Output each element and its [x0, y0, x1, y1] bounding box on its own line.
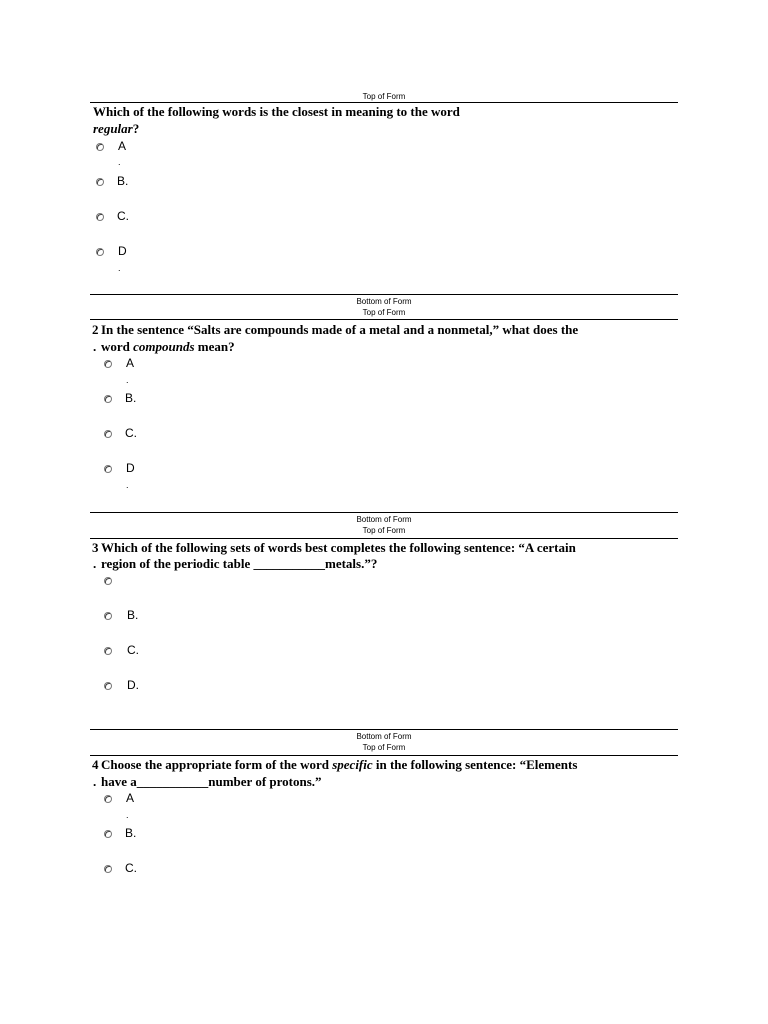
question-1-option-c-label: C.	[117, 209, 129, 223]
question-4-keyword: specific	[332, 757, 373, 772]
question-1-text-line1: Which of the following words is the closest in meaning to the word	[93, 104, 460, 119]
question-4-option-a-radio[interactable]	[104, 795, 112, 803]
question-3-number: 3	[92, 540, 99, 555]
question-4-number: 4	[92, 757, 99, 772]
question-2-number: 2	[92, 322, 99, 337]
question-3-option-c-radio[interactable]	[104, 647, 112, 655]
top-of-form-marker: Top of Form	[362, 92, 406, 101]
question-3-text-line1: Which of the following sets of words best completes the following sentence: “A certain	[101, 540, 576, 555]
question-3-option-b-radio[interactable]	[104, 612, 112, 620]
bottom-of-form-marker: Bottom of Form	[356, 732, 412, 741]
question-2-option-c-radio[interactable]	[104, 430, 112, 438]
top-of-form-marker: Top of Form	[362, 526, 406, 535]
question-3-option-a-radio[interactable]	[104, 577, 112, 585]
question-3-text-line2: region of the periodic table ___________metals.”?	[101, 556, 378, 571]
question-4-option-c-radio[interactable]	[104, 865, 112, 873]
form-top-rule	[90, 538, 678, 539]
question-4-option-a-dot: .	[126, 810, 129, 820]
question-2-option-c-label: C.	[125, 426, 137, 440]
question-3-option-d-label: D.	[127, 678, 139, 692]
question-1-option-b-radio[interactable]	[96, 178, 104, 186]
question-1-option-b-label: B.	[117, 174, 129, 188]
question-1-text-line2: regular?	[93, 121, 140, 136]
question-1-option-d-radio[interactable]	[96, 248, 104, 256]
question-2-option-a-radio[interactable]	[104, 360, 112, 368]
question-4-text-line2: have a___________number of protons.”	[101, 774, 322, 789]
bottom-of-form-marker: Bottom of Form	[356, 297, 412, 306]
top-of-form-marker: Top of Form	[362, 743, 406, 752]
top-of-form-marker: Top of Form	[362, 308, 406, 317]
question-2-option-b-label: B.	[125, 391, 137, 405]
question-4-text-line1: Choose the appropriate form of the word specific in the following sentence: “Elements	[101, 757, 578, 772]
question-1-option-a-dot: .	[118, 157, 121, 167]
question-2-option-b-radio[interactable]	[104, 395, 112, 403]
question-2-option-d-radio[interactable]	[104, 465, 112, 473]
form-top-rule	[90, 319, 678, 320]
question-2-dot: .	[93, 339, 97, 354]
bottom-of-form-marker: Bottom of Form	[356, 515, 412, 524]
question-4-dot: .	[93, 774, 97, 789]
question-1-option-d-dot: .	[118, 263, 121, 273]
question-3-option-b-label: B.	[127, 608, 139, 622]
question-2-option-d-dot: .	[126, 480, 129, 490]
question-2-text-line1: In the sentence “Salts are compounds made of a metal and a nonmetal,” what does the	[101, 322, 579, 337]
question-4-option-a-label: A	[126, 791, 135, 805]
question-3-option-c-label: C.	[127, 643, 139, 657]
question-2-option-d-label: D	[126, 461, 135, 475]
question-3-dot: .	[93, 556, 97, 571]
form-bottom-rule	[90, 512, 678, 513]
question-3-option-d-radio[interactable]	[104, 682, 112, 690]
form-bottom-rule	[90, 294, 678, 295]
question-1-option-c-radio[interactable]	[96, 213, 104, 221]
question-1-option-a-label: A	[118, 139, 127, 153]
form-top-rule	[90, 102, 678, 103]
question-1-option-d-label: D	[118, 244, 127, 258]
question-2-option-a-label: A	[126, 356, 135, 370]
form-top-rule	[90, 755, 678, 756]
form-bottom-rule	[90, 729, 678, 730]
question-2-option-a-dot: .	[126, 375, 129, 385]
question-2-keyword: compounds	[133, 339, 195, 354]
question-2-text-line2: word compounds mean?	[101, 339, 235, 354]
question-1-option-a-radio[interactable]	[96, 143, 104, 151]
question-4-option-b-label: B.	[125, 826, 137, 840]
question-1-keyword: regular	[93, 121, 133, 136]
question-4-option-c-label: C.	[125, 861, 137, 875]
question-4-option-b-radio[interactable]	[104, 830, 112, 838]
